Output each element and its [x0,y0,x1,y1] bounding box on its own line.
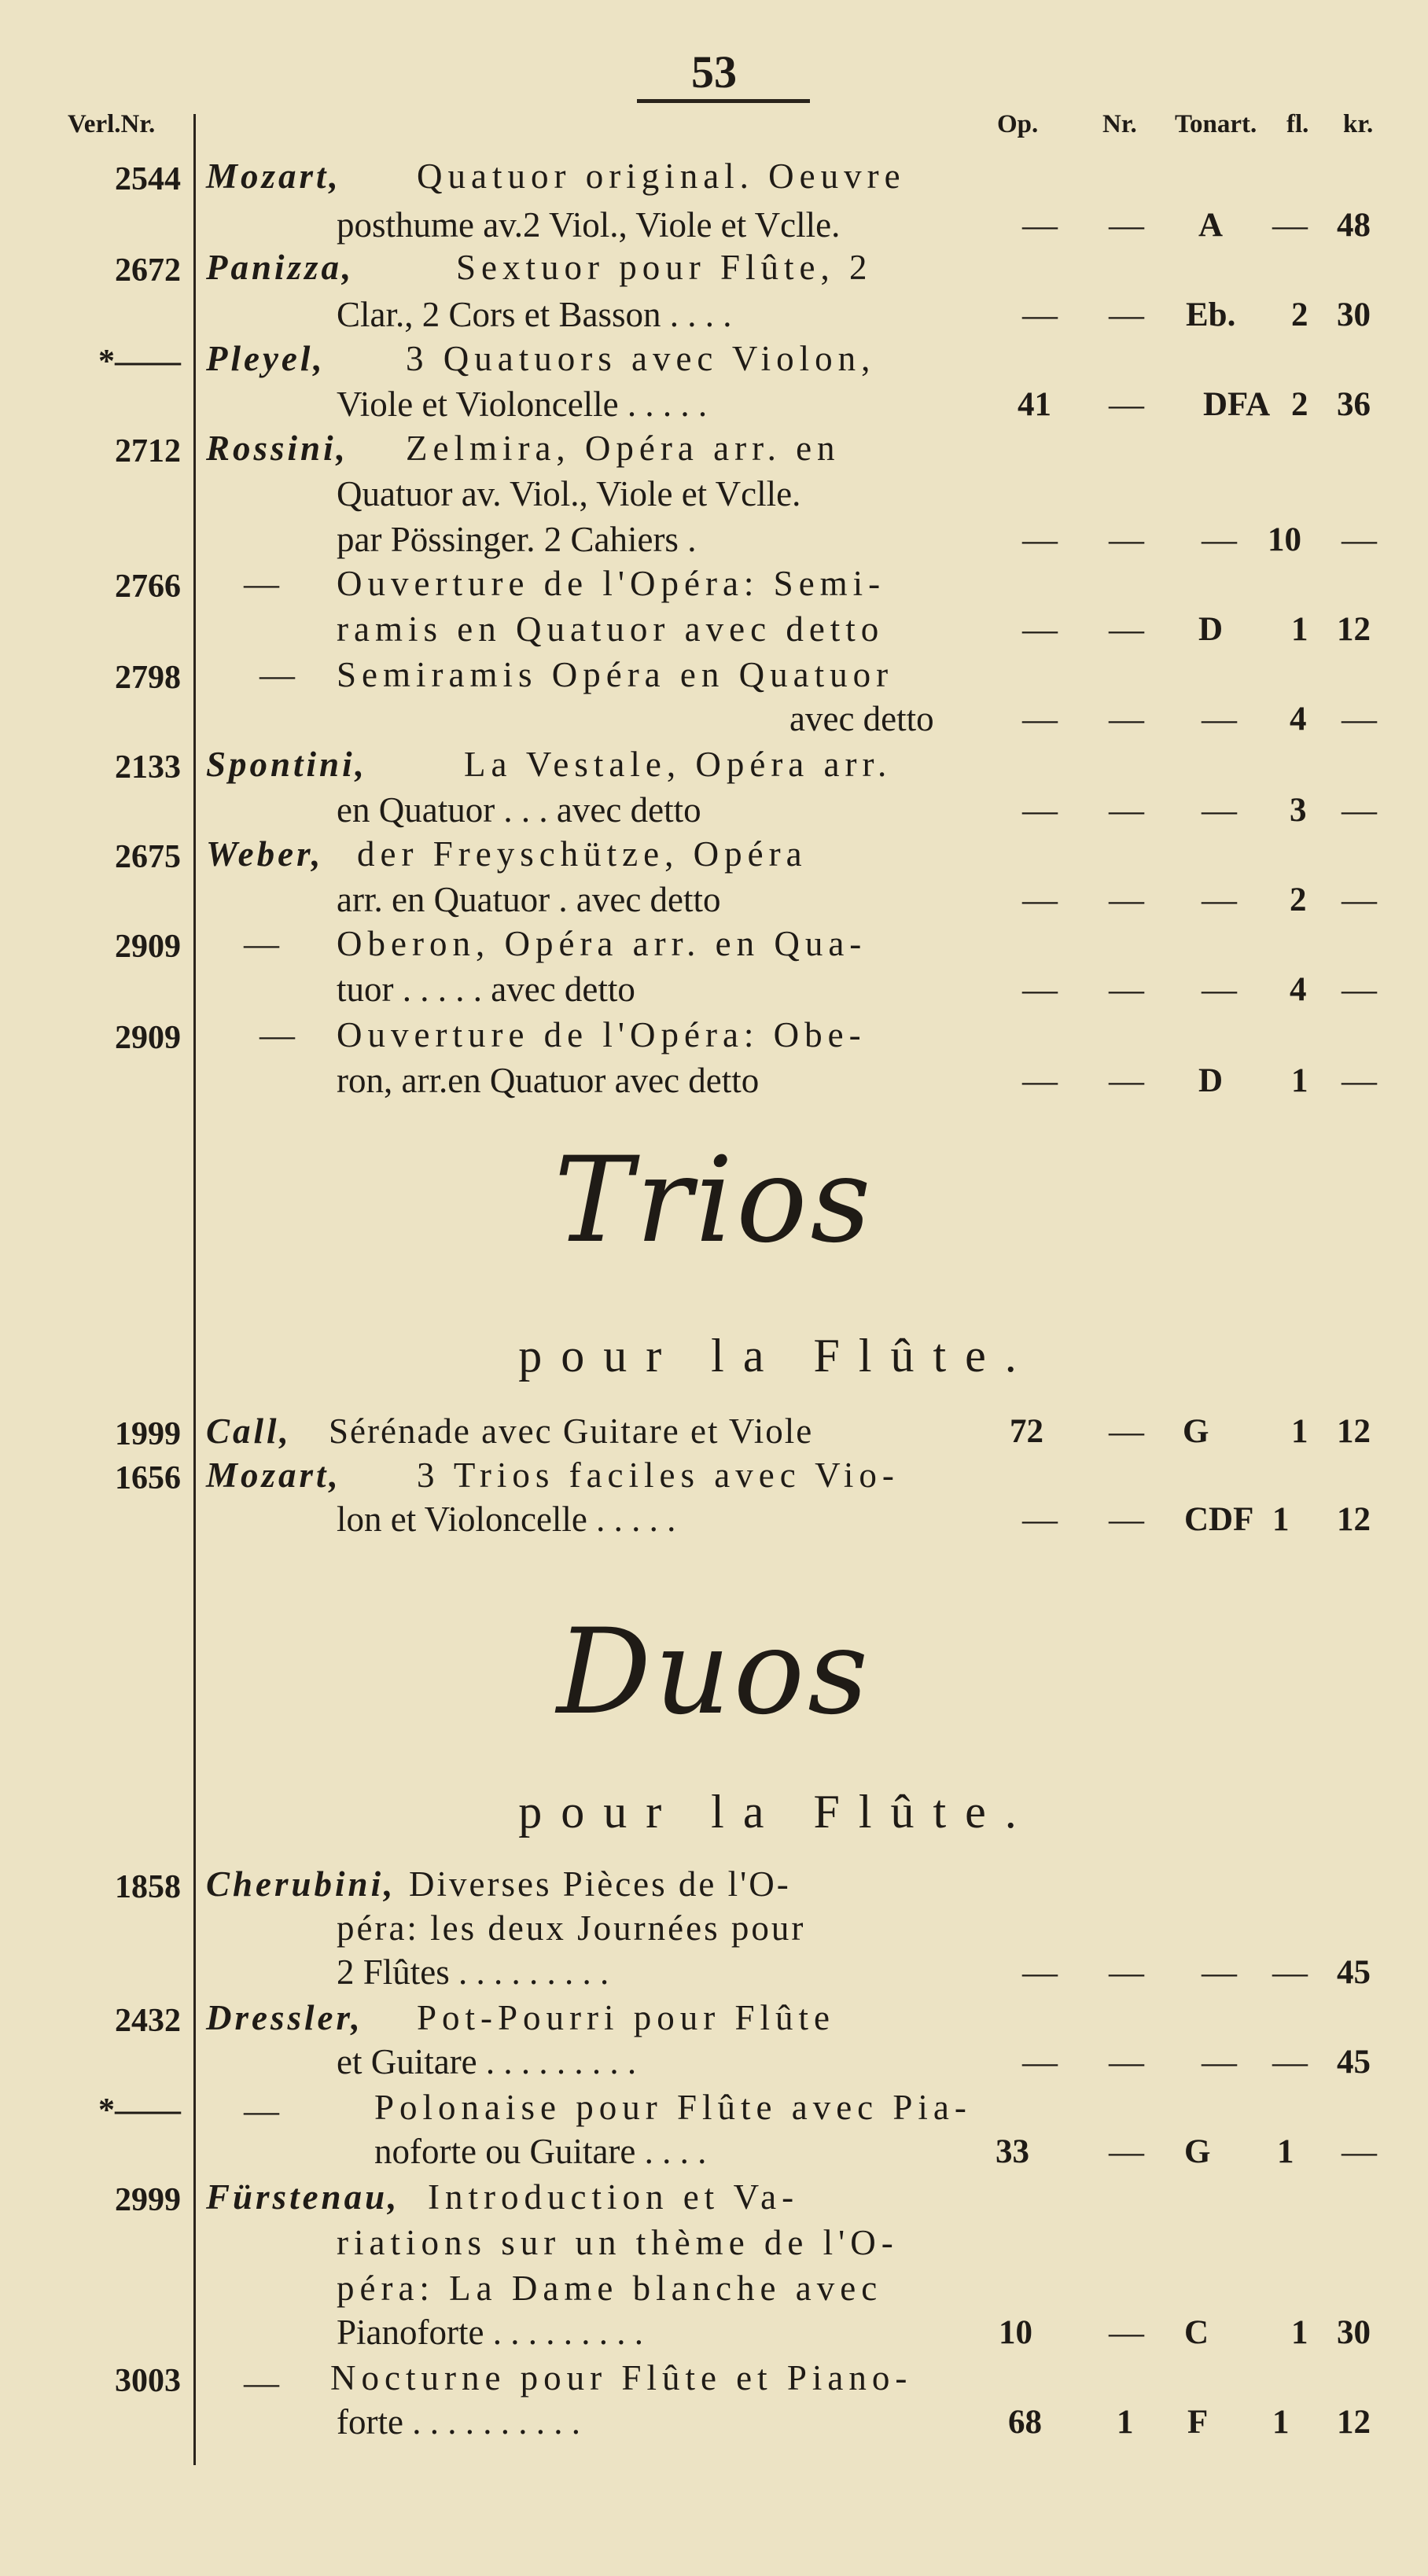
header-tonart: Tonart. [1175,110,1257,138]
entry-title-line: péra: les deux Journées pour [337,1908,806,1948]
entry-number: 1656 [115,1460,181,1496]
tonart-value: D [1198,1062,1224,1099]
fl-value: 1 [1291,2314,1308,2351]
nr-value: — [1109,1411,1144,1451]
entry-title-line: La Vestale, Opéra arr. [464,745,892,784]
kr-value: 12 [1337,1501,1371,1538]
kr-value: 36 [1337,386,1371,423]
tonart-value: — [1202,790,1237,830]
entry-title-line: Polonaise pour Flûte avec Pia- [374,2088,972,2127]
op-value: — [1022,880,1058,919]
op-value: — [1022,520,1058,559]
composer-name: Rossini, [206,429,348,468]
kr-value: — [1342,1061,1377,1100]
nr-value: — [1109,1500,1144,1539]
entry-title-line: Quatuor av. Viol., Viole et Vclle. [337,474,801,513]
composer-name: Call, [206,1411,292,1451]
entry-title-line: riations sur un thème de l'O- [337,2223,899,2262]
op-value: — [1022,699,1058,738]
tonart-value: G [1184,2133,1211,2170]
entry-title-line: Zelmira, Opéra arr. en [406,429,841,468]
fl-value: 2 [1291,296,1308,333]
fl-value: 4 [1290,971,1307,1008]
entry-title-line: noforte ou Guitare . . . . [374,2132,707,2171]
op-value: — [1022,790,1058,830]
entry-title-line: ron, arr.en Quatuor avec detto [337,1061,760,1100]
section-heading-trios: Trios [554,1132,874,1269]
kr-value: 48 [1337,207,1371,244]
tonart-value: — [1202,970,1237,1009]
op-value: 41 [1018,386,1051,423]
nr-value: — [1109,2132,1144,2171]
entry-title-line: Ouverture de l'Opéra: Obe- [337,1015,867,1054]
op-value: 68 [1008,2404,1042,2441]
tonart-value: Eb. [1186,296,1236,333]
composer-name: Pleyel, [206,339,326,378]
op-value: — [1022,1500,1058,1539]
kr-value: 30 [1337,296,1371,333]
op-value: — [1022,1061,1058,1100]
header-verl-nr: Verl.Nr. [68,110,156,138]
entry-title-line: et Guitare . . . . . . . . . [337,2042,637,2081]
tonart-value: DFA [1203,386,1271,423]
composer-name: Mozart, [206,1455,341,1495]
entry-title-line: Introduction et Va- [428,2177,800,2217]
fl-value: 1 [1291,1062,1308,1099]
kr-value: 30 [1337,2314,1371,2351]
entry-title-line: Pot-Pourri pour Flûte [417,1998,836,2037]
entry-title-line: tuor . . . . . avec detto [337,970,635,1009]
header-kr: kr. [1343,110,1374,138]
op-value: — [1022,2042,1058,2081]
entry-number: 2909 [115,1020,181,1056]
page-number-rule [637,99,810,103]
tonart-value: D [1198,611,1224,648]
entry-title-line: lon et Violoncelle . . . . . [337,1500,676,1539]
entry-title-line: par Pössinger. 2 Cahiers . [337,520,697,559]
fl-value: 1 [1291,611,1308,648]
composer-name: Fürstenau, [206,2177,400,2217]
kr-value: 45 [1337,1954,1371,1991]
entry-title-line: 3 Trios faciles avec Vio- [417,1455,900,1495]
fl-value: 1 [1291,1413,1308,1450]
entry-title-line: arr. en Quatuor . avec detto [337,880,721,919]
nr-value: — [1109,970,1144,1009]
fl-value: 2 [1290,881,1307,918]
entry-number: 2675 [115,839,181,875]
entry-title-line: Semiramis Opéra en Quatuor [337,655,894,694]
entry-title-line: 3 Quatuors avec Violon, [406,339,876,378]
tonart-value: CDF [1184,1501,1254,1538]
fl-value: — [1272,2042,1308,2081]
tonart-value: F [1187,2404,1209,2441]
entry-number: 2909 [115,929,181,965]
nr-value: — [1109,790,1144,830]
entry-title-line: posthume av.2 Viol., Viole et Vclle. [337,205,841,245]
entry-title-line: Pianoforte . . . . . . . . . [337,2313,643,2352]
tonart-value: A [1198,207,1224,244]
entry-number: 2766 [115,569,181,605]
fl-value: 2 [1291,386,1308,423]
tonart-value: G [1183,1413,1209,1450]
entry-number: 2999 [115,2182,181,2218]
composer-name: Spontini, [206,745,367,784]
fl-value: 1 [1272,1501,1290,1538]
fl-value: 1 [1277,2133,1294,2170]
nr-value: — [1109,2042,1144,2081]
kr-value: 12 [1337,2404,1371,2441]
nr-value: — [1109,205,1144,245]
tonart-value: — [1202,699,1237,738]
header-op: Op. [997,110,1039,138]
section-subheading: pour la Flûte. [518,1786,1036,1838]
nr-value: — [1109,295,1144,334]
kr-value: 12 [1337,611,1371,648]
entry-number: *—— [98,344,181,380]
nr-value: — [1109,1061,1144,1100]
kr-value: — [1342,970,1377,1009]
nr-value: — [1109,880,1144,919]
entry-title-line: Clar., 2 Cors et Basson . . . . [337,295,732,334]
entry-title-line: 2 Flûtes . . . . . . . . . [337,1952,609,1992]
entry-title-line: Quatuor original. Oeuvre [417,156,906,196]
nr-value: — [1109,1952,1144,1992]
op-value: 72 [1010,1413,1043,1450]
header-fl: fl. [1286,110,1309,138]
ditto-dash: — [244,564,279,603]
fl-value: — [1272,1952,1308,1992]
entry-title-line: Viole et Violoncelle . . . . . [337,385,708,424]
column-rule [193,114,196,2465]
entry-title-line: forte . . . . . . . . . . [337,2402,580,2442]
kr-value: — [1342,790,1377,830]
kr-value: 12 [1337,1413,1371,1450]
fl-value: — [1272,205,1308,245]
entry-title-line: Diverses Pièces de l'O- [409,1864,791,1904]
entry-number: 3003 [115,2363,181,2399]
fl-value: 4 [1290,701,1307,738]
kr-value: 45 [1337,2044,1371,2081]
fl-value: 3 [1290,792,1307,829]
composer-name: Dressler, [206,1998,363,2037]
tonart-value: — [1202,2042,1237,2081]
entry-title-line: péra: La Dame blanche avec [337,2269,883,2308]
entry-number: 1999 [115,1416,181,1452]
entry-title-line: en Quatuor . . . avec detto [337,790,701,830]
tonart-value: C [1184,2314,1209,2351]
op-value: — [1022,295,1058,334]
entry-title-line: Oberon, Opéra arr. en Qua- [337,924,867,963]
entry-title-line: Ouverture de l'Opéra: Semi- [337,564,886,603]
composer-name: Mozart, [206,156,341,196]
page-number: 53 [691,46,737,98]
ditto-dash: — [244,924,279,963]
entry-title-line: Sextuor pour Flûte, 2 [456,248,873,287]
entry-title-line: Sérénade avec Guitare et Viole [329,1411,814,1451]
op-value: 10 [999,2314,1032,2351]
nr-value: — [1109,520,1144,559]
entry-number: 2798 [115,660,181,696]
composer-name: Panizza, [206,248,355,287]
section-heading-duos: Duos [556,1604,872,1741]
kr-value: — [1342,880,1377,919]
nr-value: — [1109,385,1144,424]
op-value: — [1022,1952,1058,1992]
tonart-value: — [1202,1952,1237,1992]
composer-name: Cherubini, [206,1864,396,1904]
kr-value: — [1342,2132,1377,2171]
ditto-dash: — [259,1015,295,1054]
header-nr: Nr. [1102,110,1137,138]
nr-value: — [1109,609,1144,649]
ditto-dash: — [244,2363,279,2402]
entry-title-line: Nocturne pour Flûte et Piano- [330,2358,913,2398]
entry-number: *—— [98,2092,181,2129]
tonart-value: — [1202,520,1237,559]
op-value: 33 [996,2133,1029,2170]
entry-number: 2672 [115,252,181,289]
entry-number: 1858 [115,1869,181,1905]
kr-value: — [1342,699,1377,738]
entry-number: 2712 [115,433,181,469]
entry-number: 2544 [115,161,181,197]
entry-title-line: der Freyschütze, Opéra [357,834,808,874]
op-value: — [1022,970,1058,1009]
fl-value: 10 [1268,521,1301,558]
fl-value: 1 [1272,2404,1290,2441]
entry-number: 2432 [115,2003,181,2039]
tonart-value: — [1202,880,1237,919]
kr-value: — [1342,520,1377,559]
entry-title-line: ramis en Quatuor avec detto [337,609,885,649]
op-value: — [1022,609,1058,649]
section-subheading: pour la Flûte. [518,1330,1036,1382]
entry-number: 2133 [115,749,181,786]
op-value: — [1022,205,1058,245]
composer-name: Weber, [206,834,324,874]
nr-value: — [1109,2313,1144,2352]
nr-value: — [1109,699,1144,738]
ditto-dash: — [259,655,295,694]
nr-value: 1 [1117,2404,1134,2441]
entry-title-line: avec detto [789,699,934,738]
ditto-dash: — [244,2091,279,2130]
